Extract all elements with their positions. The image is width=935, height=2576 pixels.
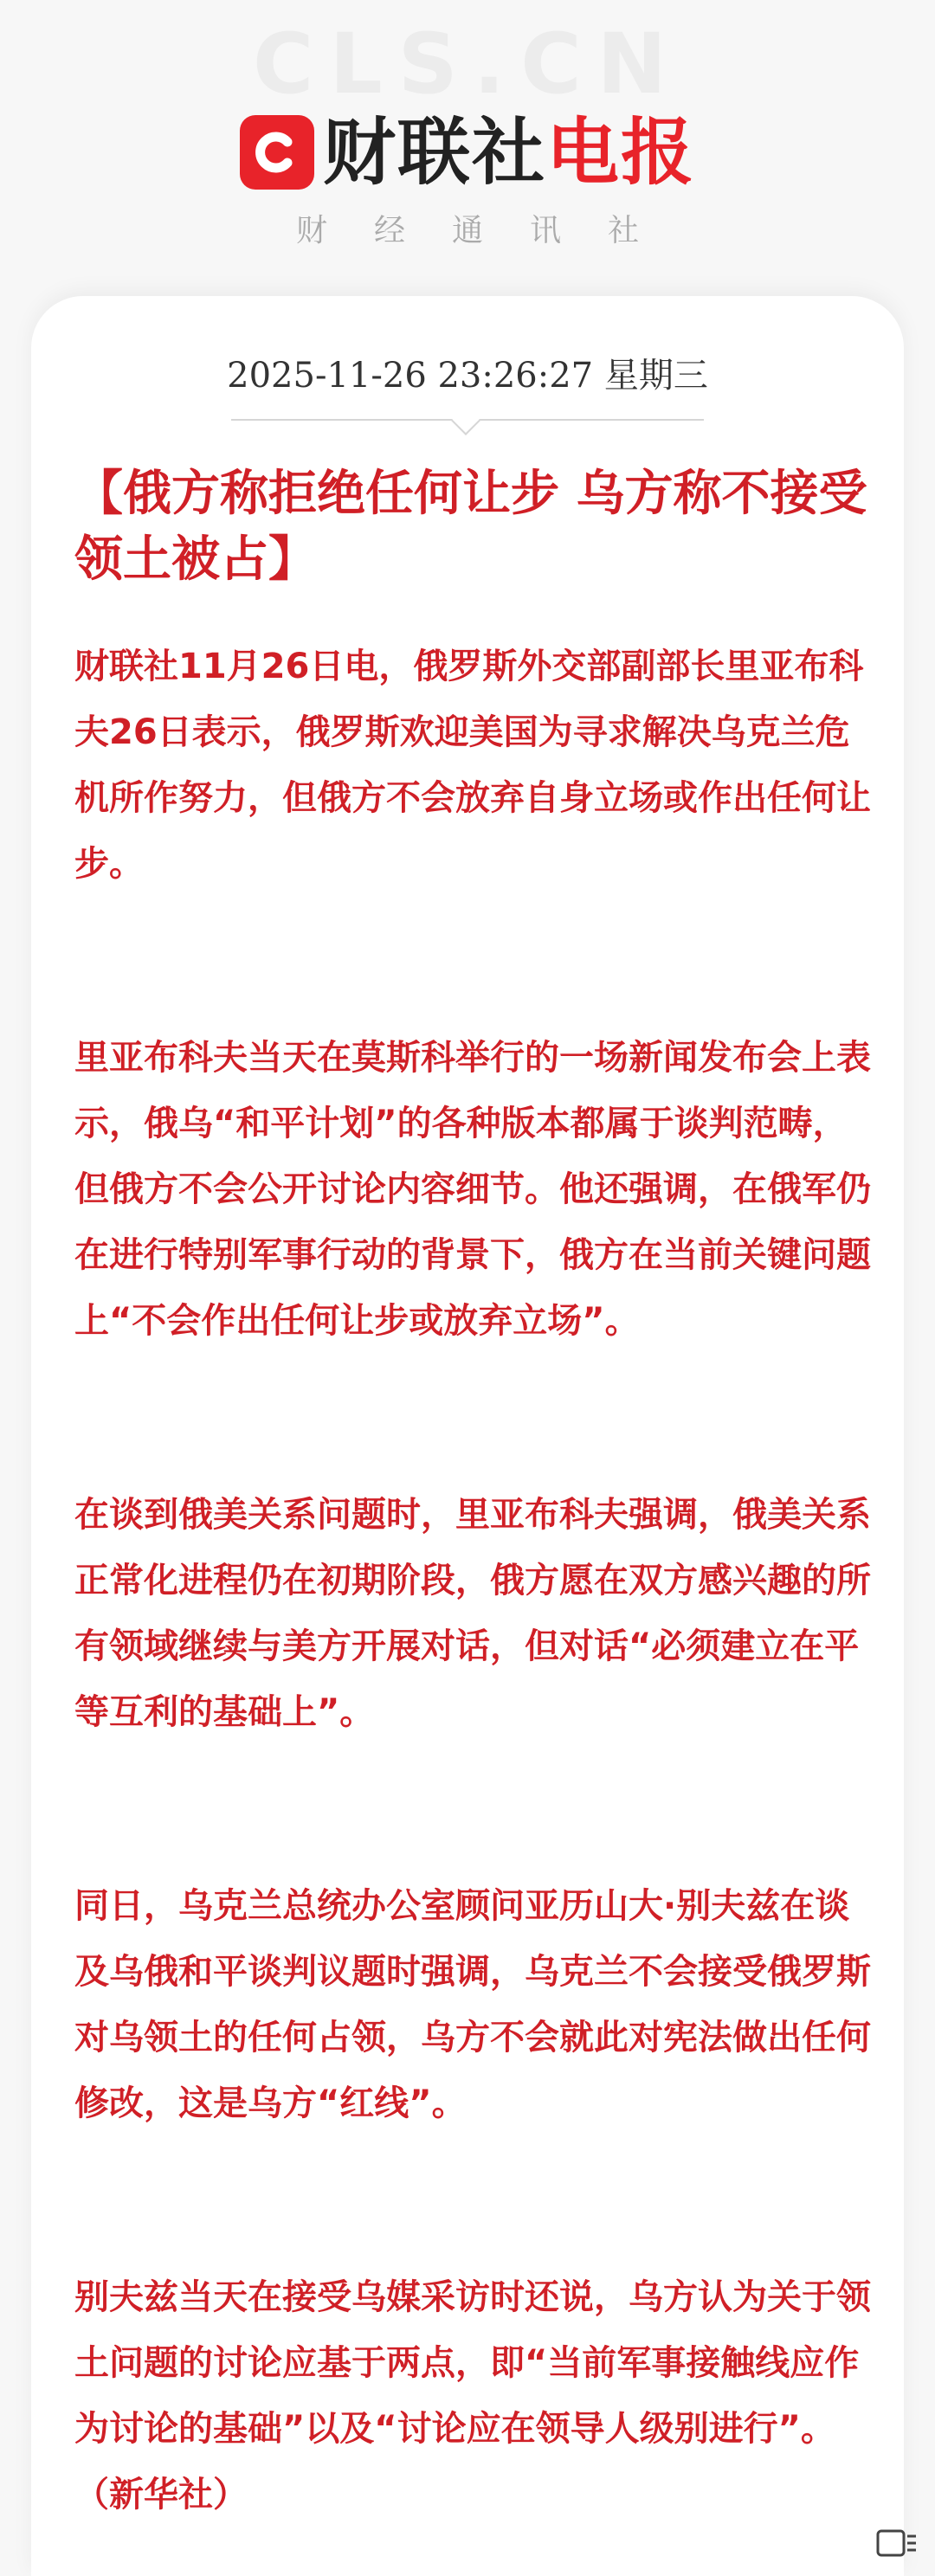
image-stack-icon[interactable] [876,2526,918,2560]
brand-name-primary: 财联社 [322,110,546,195]
timestamp: 2025-11-26 23:26:27 星期三 [227,356,708,396]
article-paragraph: 里亚布科夫当天在莫斯科举行的一场新闻发布会上表示，俄乌“和平计划”的各种版本都属于谈判范畴，但俄方不会公开讨论内容细节。他还强调，在俄军仍在进行特别军事行动的背景下，俄方在当前关键问题上“不会作出任何让步或放弃立场”。 [74,1038,871,1341]
brand-logo [0,111,935,194]
headline: 【俄方称拒绝任何让步 乌方称不接受领土被占】 [74,465,867,588]
brand-name [323,111,695,194]
article-paragraph: 同日，乌克兰总统办公室顾问亚历山大·别夫兹在谈及乌俄和平谈判议题时强调，乌克兰不会接受俄罗斯对乌领土的任何占领，乌方不会就此对宪法做出任何修改，这是乌方“红线”。 [74,1886,871,2123]
cls-logo-icon [240,115,314,190]
timestamp-pointer-icon [451,406,480,435]
brand-subtitle: 财经通讯社 [295,213,686,248]
article-paragraph: 别夫兹当天在接受乌媒采访时还说，乌方认为关于领土问题的讨论应基于两点，即“当前军事接触线应作为讨论的基础”以及“讨论应在领导人级别进行”。（新华社） [74,2277,871,2515]
brand-name-telegraph: 电报 [546,110,696,195]
article-paragraph: 财联社11月26日电，俄罗斯外交部副部长里亚布科夫26日表示，俄罗斯欢迎美国为寻求解决乌克兰危机所作努力，但俄方不会放弃自身立场或作出任何让步。 [74,647,871,884]
watermark-text: CLS.CN [252,16,683,113]
article-paragraph: 在谈到俄美关系问题时，里亚布科夫强调，俄美关系正常化进程仍在初期阶段，俄方愿在双方感兴趣的所有领域继续与美方开展对话，但对话“必须建立在平等互利的基础上”。 [74,1495,871,1732]
article-card [31,296,904,2576]
article-body [74,634,871,2528]
